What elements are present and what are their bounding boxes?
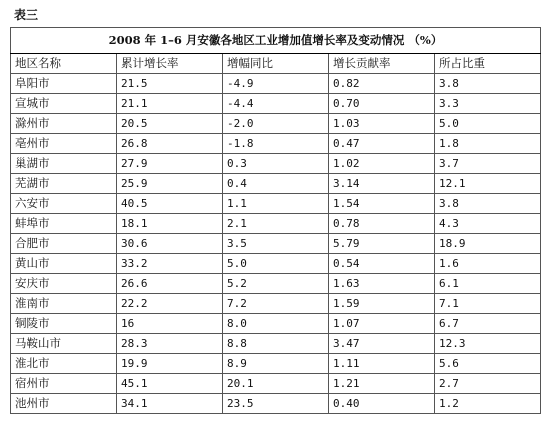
data-table xyxy=(10,27,541,414)
cell-share: 2.7 xyxy=(435,374,541,394)
header-contribution: 增长贡献率 xyxy=(329,54,435,74)
cell-contribution: 5.79 xyxy=(329,234,435,254)
table-row xyxy=(11,214,541,234)
cell-region: 宿州市 xyxy=(11,374,117,394)
cell-cumulative-growth: 33.2 xyxy=(117,254,223,274)
cell-region: 六安市 xyxy=(11,194,117,214)
table-label: 表三 xyxy=(14,8,39,22)
table-row xyxy=(11,94,541,114)
cell-contribution: 0.47 xyxy=(329,134,435,154)
cell-share: 4.3 xyxy=(435,214,541,234)
cell-region: 宣城市 xyxy=(11,94,117,114)
table-row xyxy=(11,354,541,374)
cell-yoy-change: 2.1 xyxy=(223,214,329,234)
cell-region: 合肥市 xyxy=(11,234,117,254)
cell-contribution: 1.63 xyxy=(329,274,435,294)
header-share: 所占比重 xyxy=(435,54,541,74)
cell-contribution: 0.78 xyxy=(329,214,435,234)
cell-share: 1.8 xyxy=(435,134,541,154)
cell-region: 阜阳市 xyxy=(11,74,117,94)
table-row xyxy=(11,394,541,414)
cell-region: 铜陵市 xyxy=(11,314,117,334)
cell-yoy-change: 23.5 xyxy=(223,394,329,414)
table-row xyxy=(11,134,541,154)
cell-yoy-change: 0.4 xyxy=(223,174,329,194)
cell-yoy-change: 5.0 xyxy=(223,254,329,274)
cell-yoy-change: -4.4 xyxy=(223,94,329,114)
table-row xyxy=(11,374,541,394)
cell-share: 1.6 xyxy=(435,254,541,274)
header-cumulative-growth: 累计增长率 xyxy=(117,54,223,74)
cell-contribution: 0.54 xyxy=(329,254,435,274)
cell-yoy-change: 5.2 xyxy=(223,274,329,294)
cell-share: 3.8 xyxy=(435,194,541,214)
cell-contribution: 0.82 xyxy=(329,74,435,94)
cell-cumulative-growth: 28.3 xyxy=(117,334,223,354)
cell-cumulative-growth: 19.9 xyxy=(117,354,223,374)
header-yoy-change: 增幅同比 xyxy=(223,54,329,74)
cell-cumulative-growth: 21.1 xyxy=(117,94,223,114)
cell-region: 芜湖市 xyxy=(11,174,117,194)
cell-cumulative-growth: 18.1 xyxy=(117,214,223,234)
cell-region: 池州市 xyxy=(11,394,117,414)
cell-yoy-change: 3.5 xyxy=(223,234,329,254)
cell-yoy-change: 1.1 xyxy=(223,194,329,214)
cell-share: 18.9 xyxy=(435,234,541,254)
cell-share: 3.7 xyxy=(435,154,541,174)
table-body xyxy=(11,28,541,414)
cell-contribution: 0.40 xyxy=(329,394,435,414)
cell-region: 淮北市 xyxy=(11,354,117,374)
cell-share: 1.2 xyxy=(435,394,541,414)
cell-cumulative-growth: 25.9 xyxy=(117,174,223,194)
cell-yoy-change: 0.3 xyxy=(223,154,329,174)
cell-cumulative-growth: 40.5 xyxy=(117,194,223,214)
cell-region: 巢湖市 xyxy=(11,154,117,174)
cell-contribution: 1.59 xyxy=(329,294,435,314)
table-title: 2008 年 1–6 月安徽各地区工业增加值增长率及变动情况 （%） xyxy=(11,28,541,54)
title-row xyxy=(11,28,541,54)
table-row xyxy=(11,294,541,314)
cell-contribution: 1.03 xyxy=(329,114,435,134)
table-row xyxy=(11,254,541,274)
table-row xyxy=(11,74,541,94)
cell-share: 7.1 xyxy=(435,294,541,314)
cell-contribution: 1.11 xyxy=(329,354,435,374)
cell-contribution: 1.07 xyxy=(329,314,435,334)
table-row xyxy=(11,334,541,354)
cell-share: 6.1 xyxy=(435,274,541,294)
table-row xyxy=(11,234,541,254)
cell-contribution: 1.21 xyxy=(329,374,435,394)
cell-share: 5.6 xyxy=(435,354,541,374)
cell-share: 6.7 xyxy=(435,314,541,334)
cell-region: 安庆市 xyxy=(11,274,117,294)
cell-yoy-change: 8.9 xyxy=(223,354,329,374)
table-row xyxy=(11,154,541,174)
cell-yoy-change: -1.8 xyxy=(223,134,329,154)
cell-yoy-change: 7.2 xyxy=(223,294,329,314)
cell-cumulative-growth: 16 xyxy=(117,314,223,334)
cell-yoy-change: 8.8 xyxy=(223,334,329,354)
table-row xyxy=(11,194,541,214)
cell-region: 蚌埠市 xyxy=(11,214,117,234)
cell-region: 亳州市 xyxy=(11,134,117,154)
cell-cumulative-growth: 30.6 xyxy=(117,234,223,254)
cell-cumulative-growth: 45.1 xyxy=(117,374,223,394)
cell-contribution: 1.54 xyxy=(329,194,435,214)
table-row xyxy=(11,114,541,134)
table-row xyxy=(11,314,541,334)
cell-cumulative-growth: 26.6 xyxy=(117,274,223,294)
cell-yoy-change: 20.1 xyxy=(223,374,329,394)
cell-cumulative-growth: 27.9 xyxy=(117,154,223,174)
cell-cumulative-growth: 22.2 xyxy=(117,294,223,314)
cell-contribution: 1.02 xyxy=(329,154,435,174)
cell-cumulative-growth: 21.5 xyxy=(117,74,223,94)
cell-share: 12.3 xyxy=(435,334,541,354)
cell-yoy-change: -2.0 xyxy=(223,114,329,134)
cell-region: 马鞍山市 xyxy=(11,334,117,354)
cell-contribution: 3.14 xyxy=(329,174,435,194)
table-row xyxy=(11,274,541,294)
cell-region: 滁州市 xyxy=(11,114,117,134)
cell-share: 12.1 xyxy=(435,174,541,194)
cell-share: 5.0 xyxy=(435,114,541,134)
cell-region: 黄山市 xyxy=(11,254,117,274)
cell-yoy-change: -4.9 xyxy=(223,74,329,94)
header-row xyxy=(11,54,541,74)
header-region: 地区名称 xyxy=(11,54,117,74)
cell-contribution: 3.47 xyxy=(329,334,435,354)
cell-cumulative-growth: 26.8 xyxy=(117,134,223,154)
cell-yoy-change: 8.0 xyxy=(223,314,329,334)
table-row xyxy=(11,174,541,194)
cell-cumulative-growth: 34.1 xyxy=(117,394,223,414)
cell-contribution: 0.70 xyxy=(329,94,435,114)
cell-share: 3.8 xyxy=(435,74,541,94)
cell-cumulative-growth: 20.5 xyxy=(117,114,223,134)
cell-share: 3.3 xyxy=(435,94,541,114)
cell-region: 淮南市 xyxy=(11,294,117,314)
